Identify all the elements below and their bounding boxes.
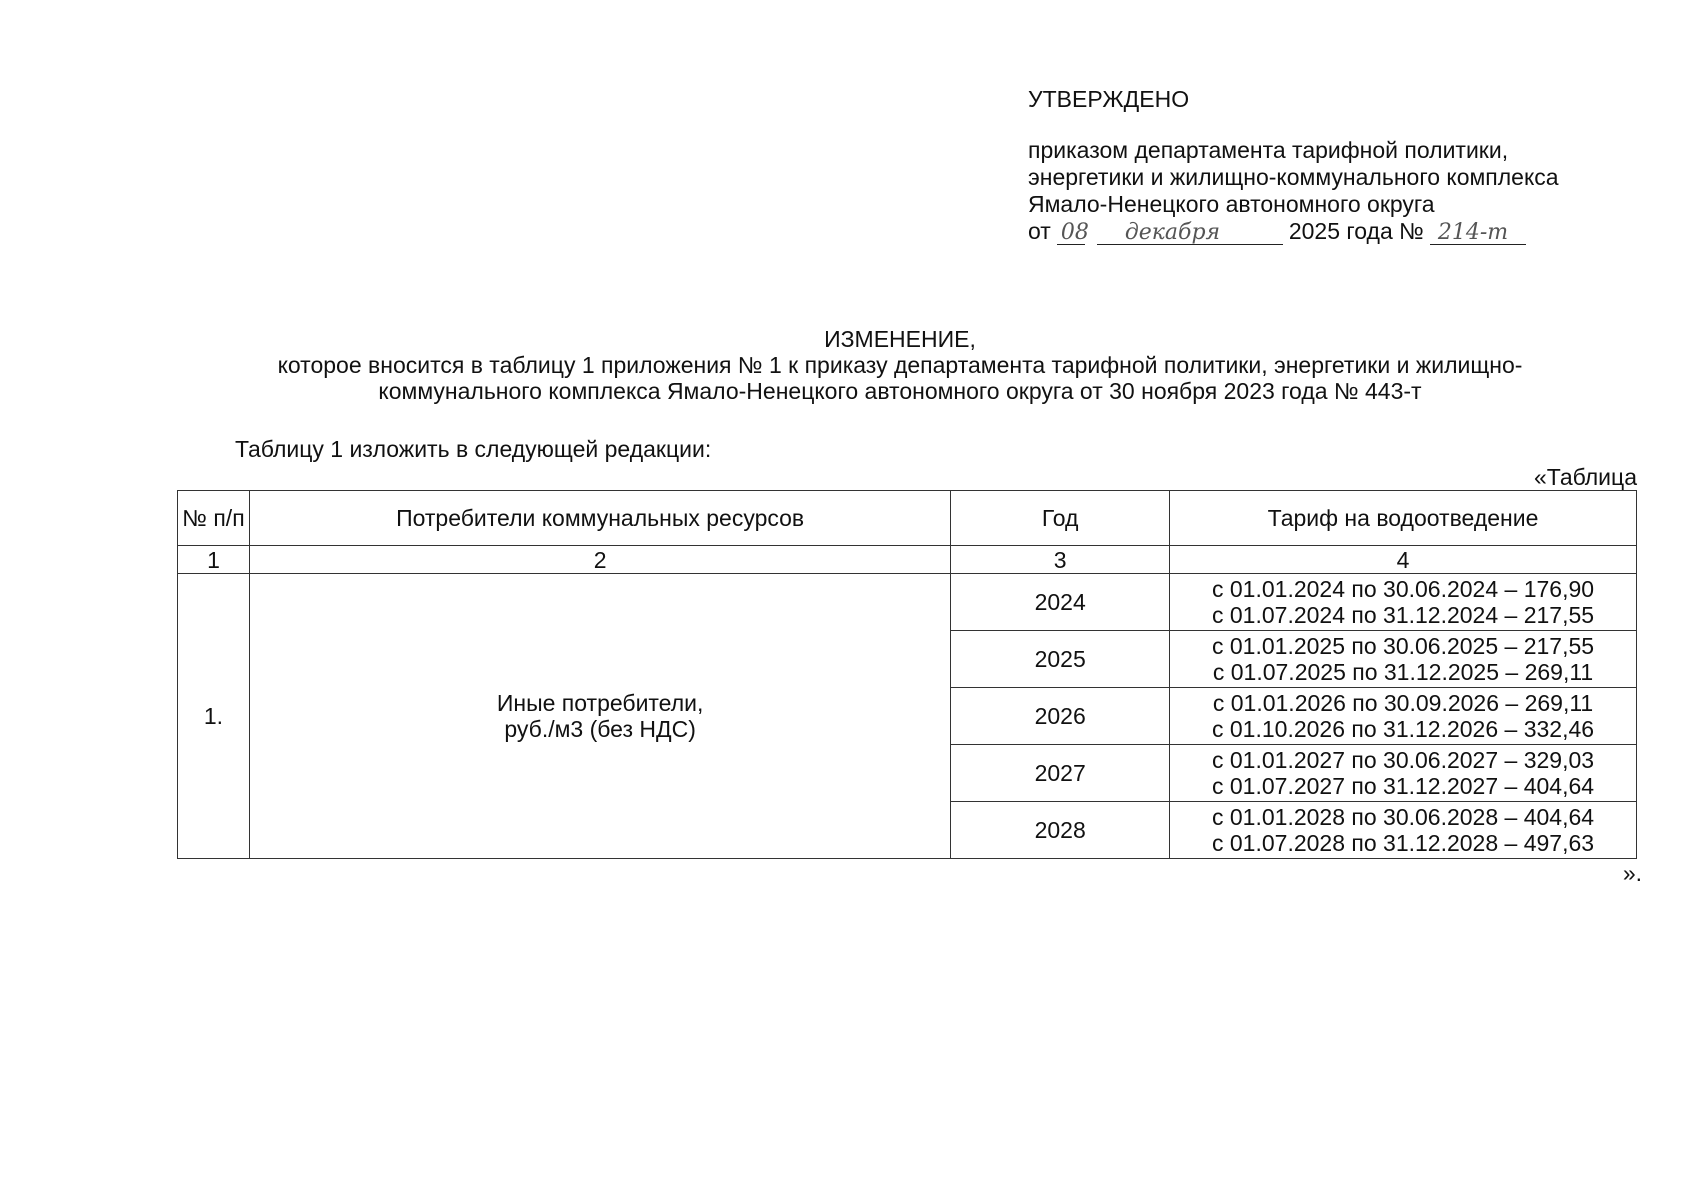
- column-number: 1: [178, 546, 250, 574]
- document-heading: [180, 326, 1620, 404]
- year-cell: 2027: [951, 745, 1170, 802]
- tariff-cell: [1170, 574, 1637, 631]
- table-label: «Таблица: [1534, 464, 1637, 490]
- year-cell: 2028: [951, 802, 1170, 859]
- approval-date-line: [1028, 218, 1628, 245]
- date-day-blank: [1057, 220, 1089, 245]
- column-number: 2: [249, 546, 950, 574]
- tariff-period: с 01.01.2027 по 30.06.2027 – 329,03: [1212, 747, 1595, 773]
- consumer-line: Иные потребители,: [496, 690, 704, 716]
- approval-line: энергетики и жилищно-коммунального комплекса: [1028, 164, 1559, 190]
- tariff-period: с 01.07.2025 по 31.12.2025 – 269,11: [1212, 659, 1594, 685]
- approval-line: приказом департамента тарифной политики,: [1028, 137, 1509, 163]
- approval-block: [1028, 86, 1628, 245]
- tariff-period: с 01.07.2027 по 31.12.2027 – 404,64: [1212, 773, 1595, 799]
- year-cell: 2026: [951, 688, 1170, 745]
- intro-text: Таблицу 1 изложить в следующей редакции:: [235, 436, 712, 462]
- order-number-blank: [1430, 222, 1526, 245]
- date-day-handwritten: 08: [1060, 220, 1089, 245]
- tariff-cell: [1170, 631, 1637, 688]
- consumer-cell: [249, 574, 950, 859]
- tariff-period: с 01.01.2028 по 30.06.2028 – 404,64: [1212, 804, 1595, 830]
- tariff-period: с 01.01.2024 по 30.06.2024 – 176,90: [1212, 576, 1595, 602]
- order-number-handwritten: 214-т: [1437, 220, 1509, 245]
- column-number: 3: [951, 546, 1170, 574]
- consumer-unit: руб./м3 (без НДС): [504, 716, 696, 742]
- date-prefix: от: [1028, 218, 1051, 244]
- tariff-cell: [1170, 745, 1637, 802]
- tariff-table: [177, 490, 1637, 859]
- header-year: Год: [951, 491, 1170, 546]
- document-description: которое вносится в таблицу 1 приложения № 1 к приказу департамента тарифной политики, энергетики и жилищно-коммунального комплекса Ямало-Ненецкого автономного округа от 30 ноября 2023 года № 443-т: [277, 352, 1523, 404]
- column-number-row: [178, 546, 1637, 574]
- date-year-text: 2025 года №: [1288, 218, 1424, 244]
- year-cell: 2025: [951, 631, 1170, 688]
- approved-label: УТВЕРЖДЕНО: [1028, 86, 1190, 112]
- column-number: 4: [1170, 546, 1637, 574]
- row-number: 1.: [178, 574, 250, 859]
- tariff-cell: [1170, 802, 1637, 859]
- table-header-row: [178, 491, 1637, 546]
- header-consumers: Потребители коммунальных ресурсов: [249, 491, 950, 546]
- date-month-handwritten: декабря: [1124, 220, 1221, 245]
- table-row: [178, 574, 1637, 631]
- approval-line: Ямало-Ненецкого автономного округа: [1028, 191, 1435, 217]
- tariff-period: с 01.01.2026 по 30.09.2026 – 269,11: [1212, 690, 1594, 716]
- tariff-period: с 01.07.2028 по 31.12.2028 – 497,63: [1212, 830, 1595, 856]
- tariff-period: с 01.07.2024 по 31.12.2024 – 217,55: [1212, 602, 1595, 628]
- tariff-period: с 01.10.2026 по 31.12.2026 – 332,46: [1212, 716, 1595, 742]
- tariff-cell: [1170, 688, 1637, 745]
- header-no: № п/п: [178, 491, 250, 546]
- document-title: ИЗМЕНЕНИЕ,: [824, 326, 976, 352]
- closing-quote: ».: [1622, 860, 1642, 886]
- year-cell: 2024: [951, 574, 1170, 631]
- header-tariff: Тариф на водоотведение: [1170, 491, 1637, 546]
- date-month-blank: [1097, 222, 1283, 245]
- tariff-period: с 01.01.2025 по 30.06.2025 – 217,55: [1212, 633, 1595, 659]
